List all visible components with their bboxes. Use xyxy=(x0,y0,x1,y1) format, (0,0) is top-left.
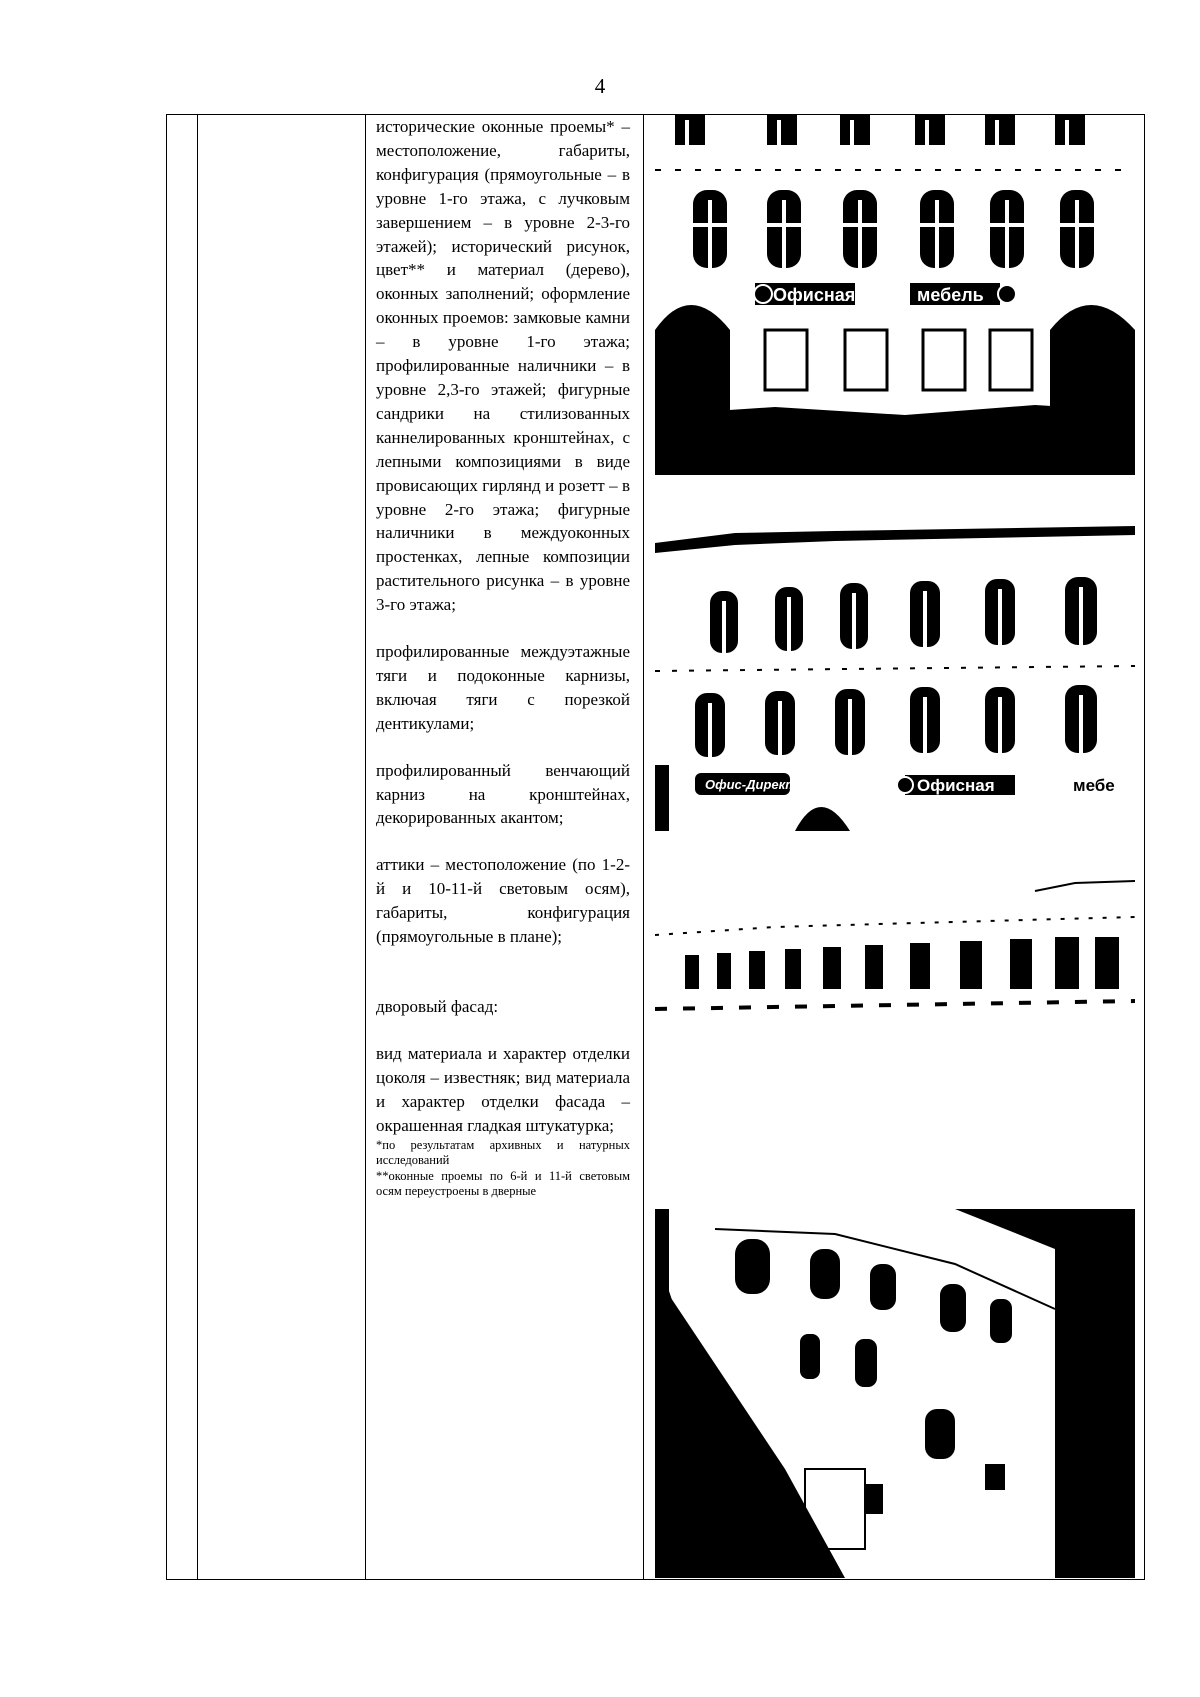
courtyard-photo xyxy=(655,1209,1135,1578)
footnote-1: *по результатам архивных и натурных исследований xyxy=(376,1137,630,1168)
document-table xyxy=(166,114,1145,1580)
shop-sign-text-5: мебе xyxy=(1073,776,1115,795)
column-divider-3 xyxy=(643,115,644,1579)
facade-photo-1 xyxy=(655,115,1135,475)
text-interfloor-cornices: профилированные междуэтажные тяги и подоконные карнизы, включая тяги с порезкой дентикулами; xyxy=(376,642,630,733)
shop-sign-text-3: Офис-Директ xyxy=(705,777,797,792)
footnote-2: **оконные проемы по 6-й и 11-й световым осям переустроены в дверные xyxy=(376,1168,630,1199)
text-materials: вид материала и характер отделки цоколя – известняк; вид материала и характер отделки фасада – окрашенная гладкая штукатурка; xyxy=(376,1043,630,1135)
shop-sign-text-4: Офисная xyxy=(917,776,995,795)
text-attics: аттики – местоположение (по 1-2-й и 10-11-й световым осям), габариты, конфигурация (прямоугольные в плане); xyxy=(376,855,630,947)
description-cell xyxy=(376,115,630,1200)
facade-photo-3 xyxy=(655,877,1135,1017)
page-number: 4 xyxy=(594,74,606,98)
column-divider-1 xyxy=(197,115,198,1579)
text-crowning-cornice: профилированный венчающий карниз на кронштейнах, декорированных акантом; xyxy=(376,760,630,828)
text-courtyard-facade: дворовый фасад: xyxy=(376,997,499,1016)
shop-sign-text-2: мебель xyxy=(917,285,984,305)
facade-photo-2 xyxy=(655,521,1135,831)
text-window-openings: исторические оконные проемы* – местоположение, габариты, конфигурация (прямоугольные – в уровне 1-го этажа, с лучковым завершением – в уровне 2-3-го этажей); исторический рисунок, цвет** и материал (дерево), оконных заполнений; оформление оконных проемов: замковые камни – в уровне 1-го этажа; профилированные наличники – в уровне 2,3-го этажей; фигурные сандрики на стилизованных каннелированных кронштейнах, с лепными композициями в виде провисающих гирлянд и розетт – в уровне 2-го этажа; фигурные наличники в междуоконных простенках, лепные композиции растительного рисунка – в уровне 3-го этажа; xyxy=(376,117,630,615)
shop-sign-text-1: Офисная xyxy=(773,285,856,305)
column-divider-2 xyxy=(365,115,366,1579)
